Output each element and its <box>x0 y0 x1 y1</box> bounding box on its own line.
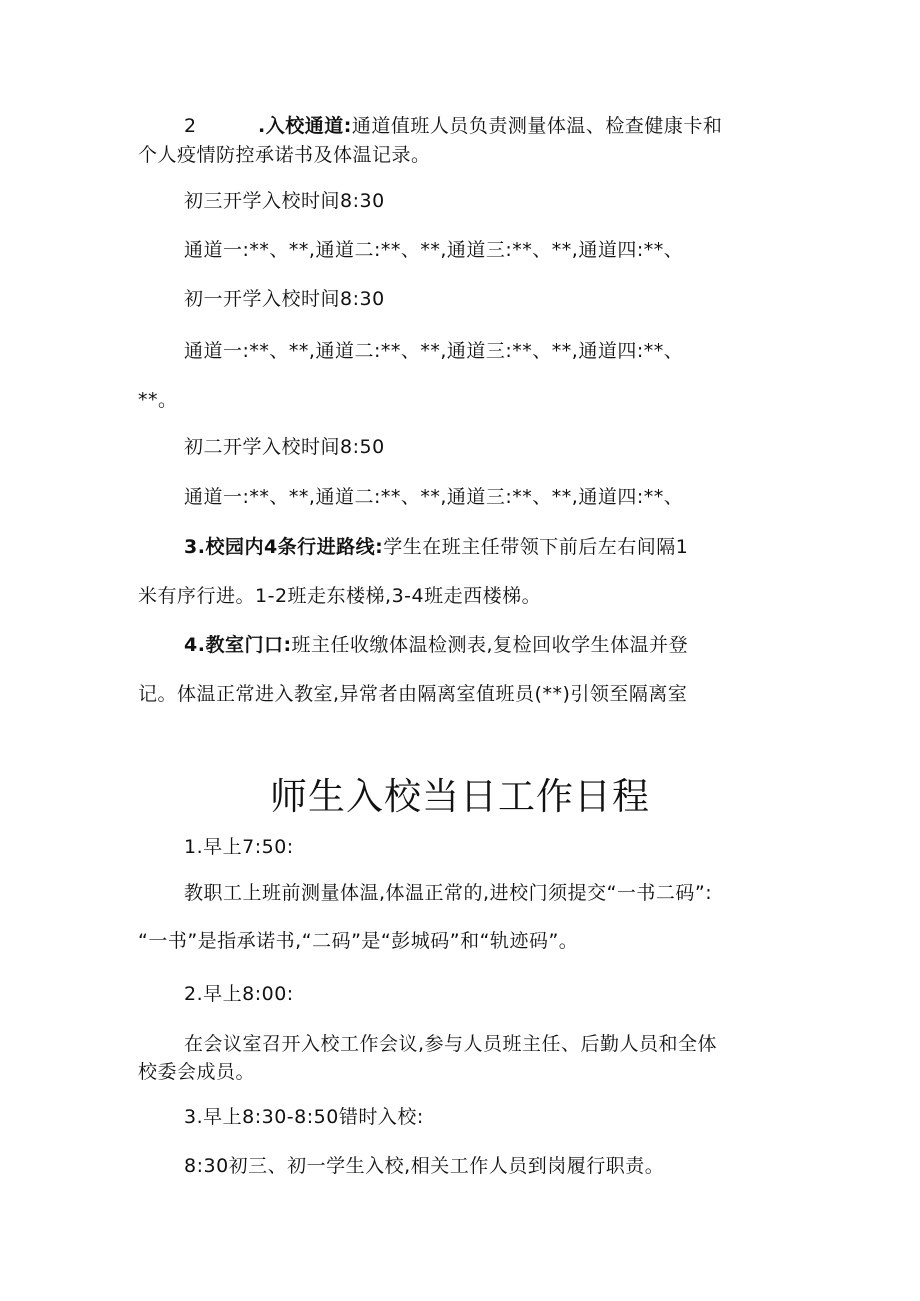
item3-text-line2: 米有序行进。1-2班走东楼梯,3-4班走西楼梯。 <box>138 585 542 607</box>
schedule-title: 师生入校当日工作日程 <box>270 775 650 818</box>
step2-heading: 2.早上8:00: <box>184 983 294 1005</box>
item2-text-line2: 个人疫情防控承诺书及体温记录。 <box>138 144 431 166</box>
item2-number: 2 <box>184 115 197 137</box>
grade2-channels: 通道一:**、**,通道二:**、**,通道三:**、**,通道四:**、 <box>184 486 684 508</box>
step1-text-line1: 教职工上班前测量体温,体温正常的,进校门须提交“一书二码”: <box>184 882 713 904</box>
grade2-entry-time: 初二开学入校时间8:50 <box>184 436 385 458</box>
item2-label: .入校通道: <box>258 115 352 137</box>
step3-heading: 3.早上8:30-8:50错时入校: <box>184 1106 424 1128</box>
item3-label: 3.校园内4条行进路线: <box>184 536 384 558</box>
grade1-entry-time: 初一开学入校时间8:30 <box>184 288 385 310</box>
item4-text-line1: 班主任收缴体温检测表,复检回收学生体温并登 <box>291 634 689 656</box>
item3-text-line1: 学生在班主任带领下前后左右间隔1 <box>383 536 689 558</box>
item4-line1 <box>184 632 788 658</box>
grade1-channels-line1: 通道一:**、**,通道二:**、**,通道三:**、**,通道四:**、 <box>184 340 684 362</box>
grade3-channels: 通道一:**、**,通道二:**、**,通道三:**、**,通道四:**、 <box>184 239 684 261</box>
step2-text-line2: 校委会成员。 <box>138 1061 256 1083</box>
item2-line1 <box>184 113 788 139</box>
item3-line1 <box>184 534 788 560</box>
step3-text-line1: 8:30初三、初一学生入校,相关工作人员到岗履行职责。 <box>184 1155 665 1177</box>
step1-heading: 1.早上7:50: <box>184 836 294 858</box>
grade3-entry-time: 初三开学入校时间8:30 <box>184 190 385 212</box>
item4-text-line2: 记。体温正常进入教室,异常者由隔离室值班员(**)引领至隔离室 <box>138 683 688 705</box>
step2-text-line1: 在会议室召开入校工作会议,参与人员班主任、后勤人员和全体 <box>184 1033 718 1055</box>
grade1-channels-line2: **。 <box>138 389 178 411</box>
item2-text-line1: 通道值班人员负责测量体温、检查健康卡和 <box>351 115 723 137</box>
step1-text-line2: “一书”是指承诺书,“二码”是“彭城码”和“轨迹码”。 <box>138 930 579 952</box>
item4-label: 4.教室门口: <box>184 634 292 656</box>
